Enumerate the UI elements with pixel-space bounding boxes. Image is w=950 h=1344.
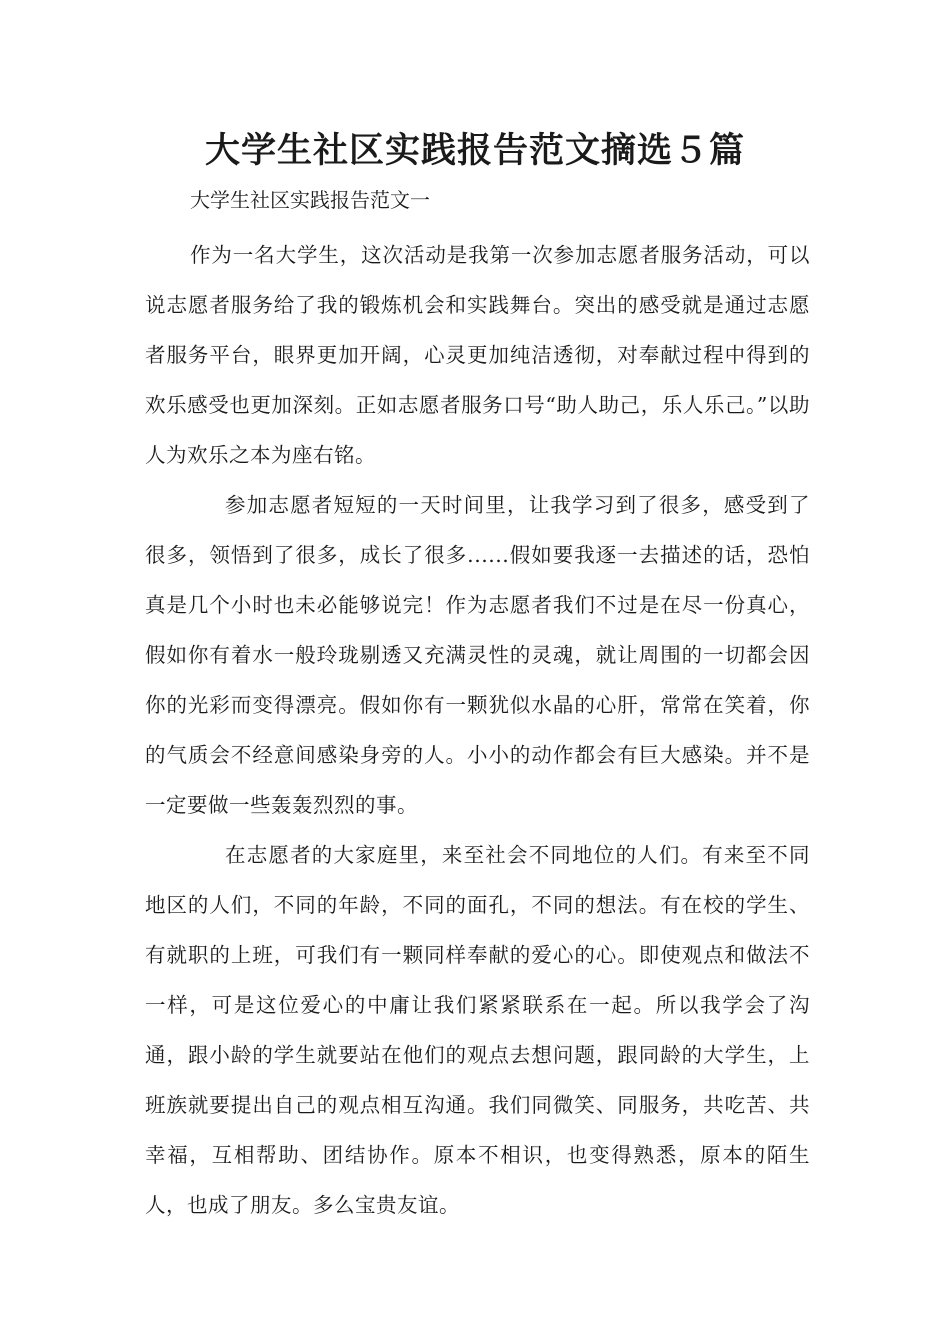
paragraph-2: 参加志愿者短短的一天时间里，让我学习到了很多，感受到了很多，领悟到了很多，成长了很多......假如要我逐一去描述的话，恐怕真是几个小时也未必能够说完！作为志愿者我们不过是在尽一份真心，假如你有着水一般玲珑剔透又充满灵性的灵魂，就让周围的一切都会因你的光彩而变得漂亮。假如你有一颗犹似水晶的心肝，常常在笑着，你的气质会不经意间感染身旁的人。小小的动作都会有巨大感染。并不是一定要做一些轰轰烈烈的事。 bbox=[145, 493, 810, 817]
paragraph-3: 在志愿者的大家庭里，来至社会不同地位的人们。有来至不同地区的人们，不同的年龄，不同的面孔，不同的想法。有在校的学生、有就职的上班，可我们有一颗同样奉献的爱心的心。即使观点和做法不一样，可是这位爱心的中庸让我们紧紧联系在一起。所以我学会了沟通，跟小龄的学生就要站在他们的观点去想问题，跟同龄的大学生，上班族就要提出自己的观点相互沟通。我们同微笑、同服务，共吃苦、共幸福，互相帮助、团结协作。原本不相识，也变得熟悉，原本的陌生人，也成了朋友。多么宝贵友谊。 bbox=[145, 843, 810, 1217]
document-subtitle: 大学生社区实践报告范文一 bbox=[190, 188, 430, 212]
document-body bbox=[145, 230, 810, 1230]
document-title: 大学生社区实践报告范文摘选５篇 bbox=[204, 131, 745, 171]
paragraph-1: 作为一名大学生，这次活动是我第一次参加志愿者服务活动，可以说志愿者服务给了我的锻炼机会和实践舞台。突出的感受就是通过志愿者服务平台，眼界更加开阔，心灵更加纯洁透彻，对奉献过程中得到的欢乐感受也更加深刻。正如志愿者服务口号“助人助己，乐人乐己。”以助人为欢乐之本为座右铭。 bbox=[145, 243, 810, 467]
